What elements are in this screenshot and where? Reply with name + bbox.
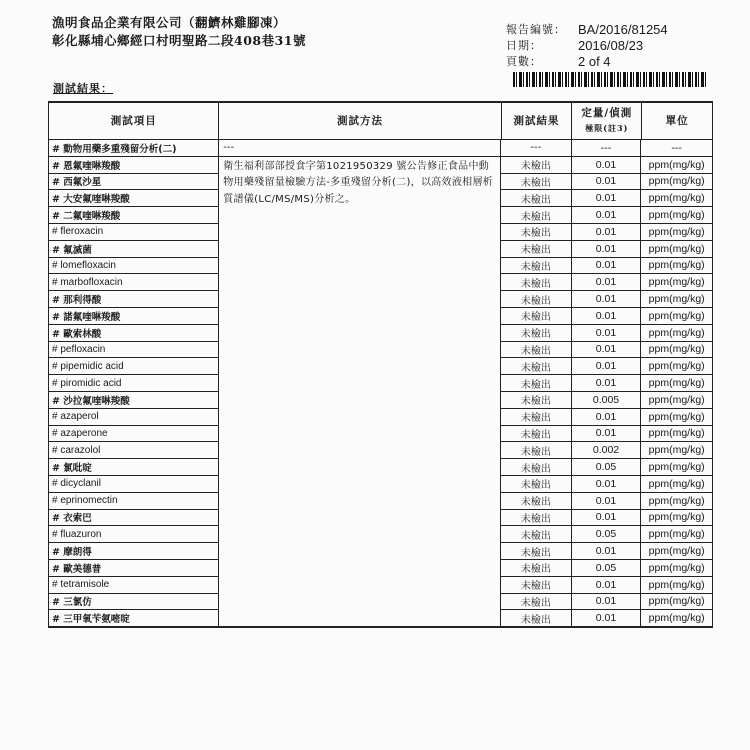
company-address: 彰化縣埔心鄉經口村明聖路二段408巷31號 (52, 33, 306, 48)
result-cell: 未檢出 (501, 392, 572, 408)
unit-cell: ppm(mg/kg) (648, 259, 705, 272)
table-row (501, 442, 712, 459)
limit-cell: 0.05 (572, 560, 642, 576)
table-row-item: # 氟滅菌 (49, 241, 218, 258)
result-cell: 未檢出 (501, 291, 572, 307)
table-row-item: # 衣索巴 (49, 510, 218, 527)
table-row (501, 459, 712, 476)
table-row (501, 258, 712, 275)
limit-cell: 0.05 (572, 526, 642, 542)
result-cell: 未檢出 (501, 157, 572, 173)
table-row-item: # 恩氟喹啉羧酸 (49, 157, 218, 174)
table-row-item: # azaperol (49, 409, 218, 426)
limit-cell: 0.01 (572, 157, 642, 173)
header-method: 測試方法 (219, 103, 501, 139)
results-table (48, 101, 713, 628)
table-row (501, 610, 712, 626)
table-row-item: # 歐美德普 (49, 560, 218, 577)
limit-cell: 0.01 (572, 325, 642, 341)
header-limit-line2: 極限(註3) (585, 123, 629, 133)
table-row (501, 291, 712, 308)
header-limit-line1: 定量/偵測 (581, 107, 633, 119)
limit-cell: 0.01 (572, 342, 642, 358)
group-row-method: --- (219, 140, 500, 157)
table-row (501, 543, 712, 560)
result-cell: 未檢出 (501, 358, 572, 374)
table-row-item: # azaperone (49, 426, 218, 443)
result-cell: 未檢出 (501, 442, 572, 458)
table-row-item: # 二氟喹啉羧酸 (49, 207, 218, 224)
limit-cell: 0.01 (572, 510, 642, 526)
header-unit: 單位 (665, 114, 689, 127)
date-value: 2016/08/23 (578, 38, 644, 53)
unit-cell: ppm(mg/kg) (648, 158, 705, 171)
table-row (501, 325, 712, 342)
unit-cell: ppm(mg/kg) (648, 444, 705, 457)
table-row (501, 224, 712, 241)
section-title: 測試結果： (53, 82, 113, 95)
table-row (501, 342, 712, 359)
limit-cell: 0.01 (572, 543, 642, 559)
limit-cell: 0.01 (572, 577, 642, 593)
limit-cell: 0.05 (572, 459, 642, 475)
table-row (501, 426, 712, 443)
unit-cell: ppm(mg/kg) (648, 578, 705, 591)
unit-cell: ppm(mg/kg) (648, 612, 705, 625)
unit-cell: ppm(mg/kg) (648, 326, 705, 339)
table-row (501, 493, 712, 510)
unit-cell: ppm(mg/kg) (648, 360, 705, 373)
limit-cell: 0.01 (572, 291, 642, 307)
result-cell: --- (501, 140, 572, 156)
table-row-item: # marbofloxacin (49, 274, 218, 291)
table-row (501, 409, 712, 426)
result-cell: 未檢出 (501, 224, 572, 240)
result-cell: 未檢出 (501, 308, 572, 324)
table-row (501, 274, 712, 291)
limit-cell: 0.01 (572, 493, 642, 509)
result-cell: 未檢出 (501, 426, 572, 442)
unit-cell: ppm(mg/kg) (648, 528, 705, 541)
table-row (501, 308, 712, 325)
items-column (49, 140, 219, 626)
table-row-item: # carazolol (49, 442, 218, 459)
table-row-item: # 大安氟喹啉羧酸 (49, 190, 218, 207)
result-cell: 未檢出 (501, 325, 572, 341)
result-cell: 未檢出 (501, 493, 572, 509)
unit-cell: ppm(mg/kg) (648, 393, 705, 406)
table-row-item: # 摩朗得 (49, 543, 218, 560)
table-row (501, 594, 712, 611)
limit-cell: 0.005 (572, 392, 642, 408)
date-label: 日期： (506, 39, 542, 52)
table-row (501, 476, 712, 493)
limit-cell: 0.01 (572, 594, 642, 610)
unit-cell: ppm(mg/kg) (648, 377, 705, 390)
limit-cell: 0.01 (572, 190, 642, 206)
unit-cell: ppm(mg/kg) (648, 343, 705, 356)
table-row-item: # tetramisole (49, 577, 218, 594)
table-row-item: # eprinomectin (49, 493, 218, 510)
unit-cell: ppm(mg/kg) (648, 427, 705, 440)
method-column (219, 140, 501, 626)
unit-cell: ppm(mg/kg) (648, 293, 705, 306)
table-row (501, 207, 712, 224)
method-description: 衛生福利部部授食字第1021950329 號公告修正食品中動物用藥殘留量檢驗方法-多重殘留分析(二)，以高效液相層析質譜儀(LC/MS/MS)分析之。 (223, 160, 494, 205)
table-row-item: # lomefloxacin (49, 258, 218, 275)
limit-cell: 0.01 (572, 375, 642, 391)
table-row-item: # 諾氟喹啉羧酸 (49, 308, 218, 325)
unit-cell: ppm(mg/kg) (648, 410, 705, 423)
result-cell: 未檢出 (501, 342, 572, 358)
table-row (501, 510, 712, 527)
unit-cell: ppm(mg/kg) (648, 477, 705, 490)
table-row (501, 190, 712, 207)
result-cell: 未檢出 (501, 207, 572, 223)
pages-value: 2 of 4 (578, 54, 611, 69)
header-item: 測試項目 (49, 103, 219, 139)
result-cell: 未檢出 (501, 409, 572, 425)
limit-cell: 0.01 (572, 224, 642, 240)
table-row-item: # pefloxacin (49, 342, 218, 359)
result-cell: 未檢出 (501, 375, 572, 391)
limit-cell: 0.01 (572, 476, 642, 492)
pages-row (506, 54, 668, 70)
result-cell: 未檢出 (501, 560, 572, 576)
result-cell: 未檢出 (501, 274, 572, 290)
table-row (501, 392, 712, 409)
limit-cell: 0.01 (572, 258, 642, 274)
result-cell: 未檢出 (501, 510, 572, 526)
result-cell: 未檢出 (501, 476, 572, 492)
result-cell: 未檢出 (501, 174, 572, 190)
table-row (501, 241, 712, 258)
limit-cell: 0.01 (572, 308, 642, 324)
table-row (501, 174, 712, 191)
table-row (501, 560, 712, 577)
unit-cell: ppm(mg/kg) (648, 511, 705, 524)
date-row (506, 38, 668, 54)
table-row (501, 375, 712, 392)
table-row-item: # dicyclanil (49, 476, 218, 493)
table-row-item: # 沙拉氟喹啉羧酸 (49, 392, 218, 409)
limit-cell: 0.01 (572, 274, 642, 290)
header-limit (572, 103, 642, 139)
report-meta (506, 22, 668, 70)
result-cell: 未檢出 (501, 594, 572, 610)
result-cell: 未檢出 (501, 241, 572, 257)
limit-cell: 0.01 (572, 358, 642, 374)
table-row-item: # fleroxacin (49, 224, 218, 241)
result-cell: 未檢出 (501, 459, 572, 475)
unit-cell: ppm(mg/kg) (648, 276, 705, 289)
limit-cell: 0.01 (572, 174, 642, 190)
unit-cell: ppm(mg/kg) (648, 545, 705, 558)
group-row-item: # 動物用藥多重殘留分析(二) (49, 140, 218, 157)
result-cell: 未檢出 (501, 258, 572, 274)
table-body (49, 140, 712, 626)
result-cell: 未檢出 (501, 610, 572, 626)
report-number-row (506, 22, 668, 38)
table-row (501, 526, 712, 543)
result-cell: 未檢出 (501, 577, 572, 593)
unit-cell: ppm(mg/kg) (648, 242, 705, 255)
table-row-item: # 歐索林酸 (49, 325, 218, 342)
table-row-item: # 那利得酸 (49, 291, 218, 308)
table-row-item: # 三甲氧苄氨嘧啶 (52, 614, 130, 626)
report-number-label: 報告編號： (506, 23, 566, 36)
limit-cell: 0.01 (572, 207, 642, 223)
table-row (501, 157, 712, 174)
unit-cell: --- (671, 141, 682, 154)
results-column (501, 140, 712, 626)
unit-cell: ppm(mg/kg) (648, 209, 705, 222)
result-cell: 未檢出 (501, 543, 572, 559)
limit-cell: --- (572, 140, 642, 156)
unit-cell: ppm(mg/kg) (648, 494, 705, 507)
company-header (52, 14, 306, 50)
limit-cell: 0.01 (572, 426, 642, 442)
table-row (501, 577, 712, 594)
table-row-item: # piromidic acid (49, 375, 218, 392)
pages-label: 頁數： (506, 55, 542, 68)
table-row-item: # 西氟沙星 (49, 174, 218, 191)
table-row-item: # pipemidic acid (49, 358, 218, 375)
unit-cell: ppm(mg/kg) (648, 175, 705, 188)
limit-cell: 0.01 (572, 610, 642, 626)
limit-cell: 0.01 (572, 241, 642, 257)
table-row-item: # fluazuron (49, 526, 218, 543)
group-row-results (501, 140, 712, 157)
unit-cell: ppm(mg/kg) (648, 595, 705, 608)
barcode (513, 72, 707, 87)
unit-cell: ppm(mg/kg) (648, 561, 705, 574)
unit-cell: ppm(mg/kg) (648, 309, 705, 322)
limit-cell: 0.002 (572, 442, 642, 458)
table-row-item: # 氯吡啶 (49, 459, 218, 476)
unit-cell: ppm(mg/kg) (648, 461, 705, 474)
limit-cell: 0.01 (572, 409, 642, 425)
table-row-item: # 三氯仿 (49, 594, 218, 611)
table-row (501, 358, 712, 375)
table-header (49, 103, 712, 140)
unit-cell: ppm(mg/kg) (648, 192, 705, 205)
result-cell: 未檢出 (501, 526, 572, 542)
header-result: 測試結果 (502, 103, 573, 139)
report-number-value: BA/2016/81254 (578, 22, 668, 37)
company-name: 漁明食品企業有限公司（翻鱭林雞腳凍） (52, 15, 287, 30)
unit-cell: ppm(mg/kg) (648, 225, 705, 238)
result-cell: 未檢出 (501, 190, 572, 206)
